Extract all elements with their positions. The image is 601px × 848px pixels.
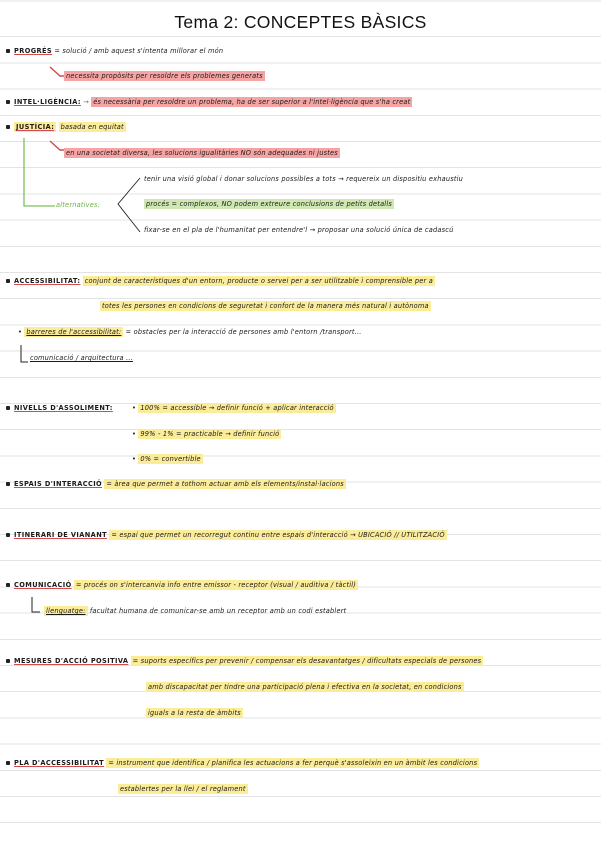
alt-text-3: fixar-se en el pla de l'humanitat per entendre'l → proposar una solució única de cadascú (144, 226, 454, 234)
bullet-icon (6, 761, 10, 765)
note-accessibilitat-2 (100, 302, 431, 311)
barreres-arrow (21, 345, 28, 362)
term-progres: PROGRÉS (14, 47, 53, 55)
note-mesures (6, 657, 483, 666)
nivell-1-text: 100% = accessible → definir funció + aplicar interacció (140, 404, 334, 412)
sub-barreres: comunicació / arquitectura ... (30, 354, 133, 362)
term-pla: PLA D'ACCESSIBILITAT (14, 759, 105, 767)
def-accessibilitat-2: totes les persones en condicions de seguretat i confort de la manera més natural i autònoma (102, 302, 429, 310)
note-justicia (6, 123, 126, 132)
bullet-icon (6, 49, 10, 53)
def-accessibilitat: conjunt de característiques d'un entorn, producte o servei per a ser utilitzable i comprensible per a (84, 277, 433, 285)
sub-justicia: en una societat diversa, les solucions igualitàries NO són adequades ni justes (66, 149, 338, 157)
dot-icon: • (132, 430, 137, 438)
def-itinerari: = espai que permet un recorregut continu entre espais d'interacció → UBICACIÓ // UTILITZACIÓ (111, 531, 445, 539)
note-progres-sub (64, 72, 265, 81)
alt-text-2: procés = complexos, NO podem extreure conclusions de petits detalls (146, 200, 393, 208)
term-comunicacio: COMUNICACIÓ (14, 581, 72, 589)
alt-item-3 (144, 226, 453, 235)
alt-brace (118, 178, 140, 232)
note-barreres-sub (30, 354, 133, 363)
note-intel (6, 98, 412, 107)
note-itinerari (6, 531, 447, 540)
def-progres: = solució / amb aquest s'intenta millorar el món (54, 47, 224, 55)
term-justicia: JUSTÍCIA: (16, 123, 55, 131)
bullet-icon (6, 406, 10, 410)
def-barreres: = obstacles per la interacció de persones amb l'entorn /transport... (125, 328, 362, 336)
term-barreres: barreres de l'accessibilitat: (26, 328, 122, 336)
note-comunicacio (6, 581, 358, 590)
nivell-2 (132, 430, 281, 439)
bullet-icon (6, 583, 10, 587)
note-barreres (18, 328, 362, 337)
term-nivells: NIVELLS D'ASSOLIMENT: (14, 404, 113, 412)
def-comunicacio: = procés on s'intercanvia info entre emissor - receptor (visual / auditiva / tàctil) (75, 581, 357, 589)
note-pla (6, 759, 479, 768)
term-accessibilitat: ACCESSIBILITAT: (14, 277, 81, 285)
def-justicia: basada en equitat (60, 123, 124, 131)
note-mesures-3 (146, 709, 243, 718)
def-intel: és necessària per resoldre un problema, ha de ser superior a l'intel·ligència que s'ha creat (93, 98, 411, 106)
note-espais (6, 480, 346, 489)
nivell-2-text: 99% - 1% = practicable → definir funció (140, 430, 280, 438)
llenguatge-arrow (32, 597, 40, 612)
note-mesures-2 (146, 683, 464, 692)
def-mesures-2: amb discapacitat per tindre una participació plena i efectiva en la societat, en condicions (148, 683, 462, 691)
alt-item-2 (144, 200, 394, 209)
note-justicia-sub (64, 149, 340, 158)
def-pla: = instrument que identifica / planifica les actuacions a fer perquè s'assoleixin en un àmbit les condicions (108, 759, 478, 767)
def-mesures: = suports específics per prevenir / compensar els desavantatges / dificultats especials de persones (132, 657, 482, 665)
bullet-icon (6, 279, 10, 283)
nivell-1 (132, 404, 336, 413)
def-espais: = àrea que permet a tothom actuar amb els elements/instal·lacions (106, 480, 344, 488)
bullet-icon (6, 482, 10, 486)
alternatives-label: alternatives: (56, 201, 101, 209)
term-intel: INTEL·LIGÈNCIA: (14, 98, 81, 106)
note-pla-2 (118, 785, 248, 794)
term-itinerari: ITINERARI DE VIANANT (14, 531, 108, 539)
term-llenguatge: llenguatge: (46, 607, 86, 615)
note-progres (6, 47, 223, 56)
def-llenguatge: facultat humana de comunicar-se amb un receptor amb un codi establert (89, 607, 347, 615)
def-mesures-3: iguals a la resta de àmbits (148, 709, 241, 717)
page-title: Tema 2: CONCEPTES BÀSICS (174, 12, 427, 32)
sub-progres: necessita propòsits per resoldre els problemes generats (66, 72, 263, 80)
note-llenguatge (44, 607, 346, 616)
green-bracket (24, 138, 55, 206)
bullet-icon (6, 100, 10, 104)
bullet-icon (6, 125, 10, 129)
bullet-icon (6, 533, 10, 537)
alt-text-1: tenir una visió global i donar solucions possibles a tots → requereix un dispositiu exhaustiu (144, 175, 464, 183)
term-espais: ESPAIS D'INTERACCIÓ (14, 480, 103, 488)
note-accessibilitat (6, 277, 435, 286)
def-pla-2: establertes per la llei / el reglament (120, 785, 246, 793)
dot-icon: • (132, 455, 137, 463)
alt-item-1 (144, 175, 463, 184)
nivell-3 (132, 455, 203, 464)
arrow-right-icon: → (83, 98, 89, 106)
note-nivells (6, 404, 113, 413)
term-mesures: MESURES D'ACCIÓ POSITIVA (14, 657, 129, 665)
bullet-icon (6, 659, 10, 663)
dot-icon: • (18, 328, 23, 336)
nivell-3-text: 0% = convertible (140, 455, 201, 463)
dot-icon: • (132, 404, 137, 412)
